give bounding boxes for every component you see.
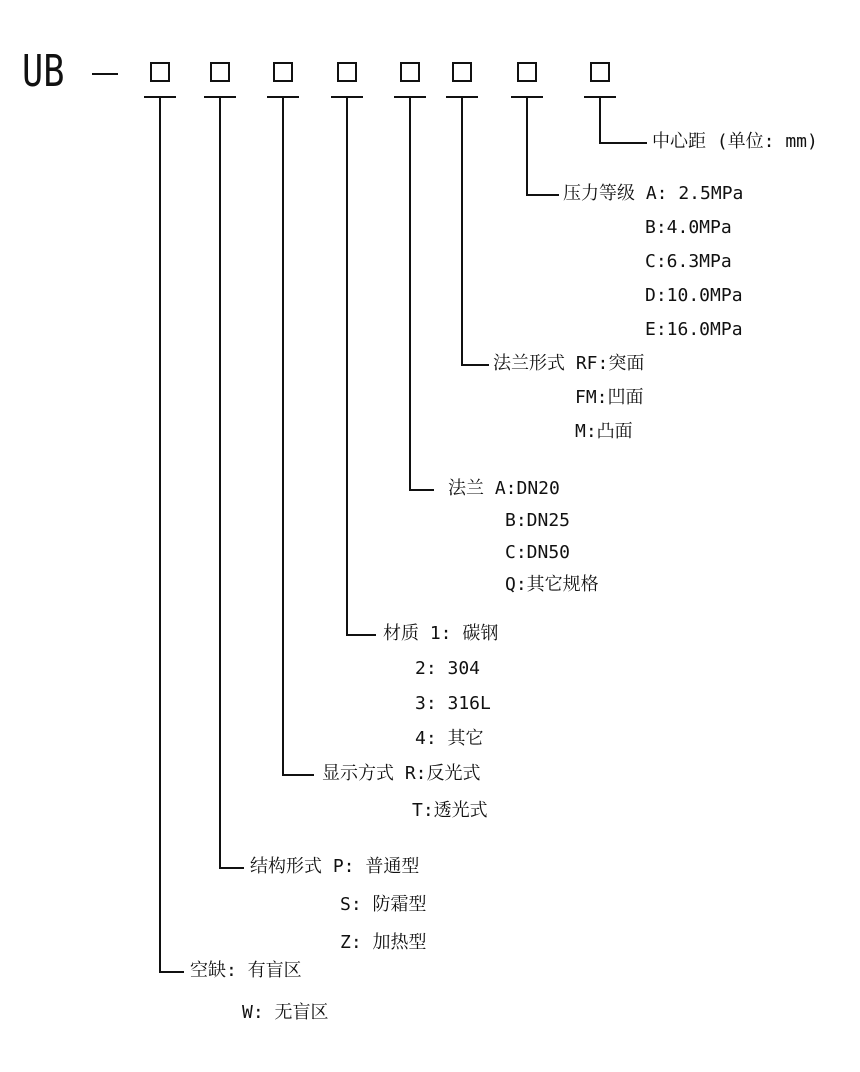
code-4-connector bbox=[346, 97, 348, 635]
code-4-option: 2: 304 bbox=[415, 658, 481, 679]
code-2-box bbox=[210, 62, 230, 82]
code-6-box bbox=[452, 62, 472, 82]
code-8-box bbox=[590, 62, 610, 82]
code-4-option: 3: 316L bbox=[415, 693, 491, 714]
code-6-connector bbox=[461, 97, 463, 365]
code-5-connector bbox=[409, 97, 411, 490]
code-2-option: S: 防霜型 bbox=[340, 894, 427, 915]
code-7-option: D:10.0MPa bbox=[645, 285, 743, 306]
code-5-option: C:DN50 bbox=[505, 542, 571, 563]
code-1-connector bbox=[159, 97, 161, 972]
code-2-branch bbox=[219, 867, 244, 869]
code-3-title: 显示方式 R:反光式 bbox=[322, 763, 481, 784]
code-3-branch bbox=[282, 774, 314, 776]
code-7-option: B:4.0MPa bbox=[645, 217, 732, 238]
code-6-title: 法兰形式 RF:突面 bbox=[493, 353, 645, 374]
code-1-option: W: 无盲区 bbox=[242, 1002, 329, 1023]
code-7-box bbox=[517, 62, 537, 82]
code-3-option: T:透光式 bbox=[412, 800, 488, 821]
code-3-connector bbox=[282, 97, 284, 775]
code-4-branch bbox=[346, 634, 376, 636]
code-7-connector bbox=[526, 97, 528, 195]
code-5-option: B:DN25 bbox=[505, 510, 571, 531]
code-7-option: C:6.3MPa bbox=[645, 251, 732, 272]
code-1-branch bbox=[159, 971, 184, 973]
code-4-option: 4: 其它 bbox=[415, 728, 484, 749]
code-8-title: 中心距 (单位: mm) bbox=[652, 131, 818, 152]
code-5-box bbox=[400, 62, 420, 82]
code-7-title: 压力等级 A: 2.5MPa bbox=[563, 183, 744, 204]
code-5-branch bbox=[409, 489, 434, 491]
code-8-connector bbox=[599, 97, 601, 143]
code-6-branch bbox=[461, 364, 489, 366]
model-prefix: UB bbox=[22, 46, 65, 97]
code-6-option: M:凸面 bbox=[575, 421, 633, 442]
code-2-connector bbox=[219, 97, 221, 868]
code-5-title: 法兰 A:DN20 bbox=[448, 478, 560, 499]
code-3-box bbox=[273, 62, 293, 82]
code-7-option: E:16.0MPa bbox=[645, 319, 743, 340]
code-6-option: FM:凹面 bbox=[575, 387, 644, 408]
code-8-branch bbox=[599, 142, 647, 144]
code-2-title: 结构形式 P: 普通型 bbox=[250, 856, 420, 877]
code-1-box bbox=[150, 62, 170, 82]
code-4-title: 材质 1: 碳钢 bbox=[383, 623, 499, 644]
code-7-branch bbox=[526, 194, 559, 196]
code-1-title: 空缺: 有盲区 bbox=[190, 960, 302, 981]
code-2-option: Z: 加热型 bbox=[340, 932, 427, 953]
code-5-option: Q:其它规格 bbox=[505, 574, 599, 595]
code-4-box bbox=[337, 62, 357, 82]
prefix-dash bbox=[92, 73, 118, 75]
